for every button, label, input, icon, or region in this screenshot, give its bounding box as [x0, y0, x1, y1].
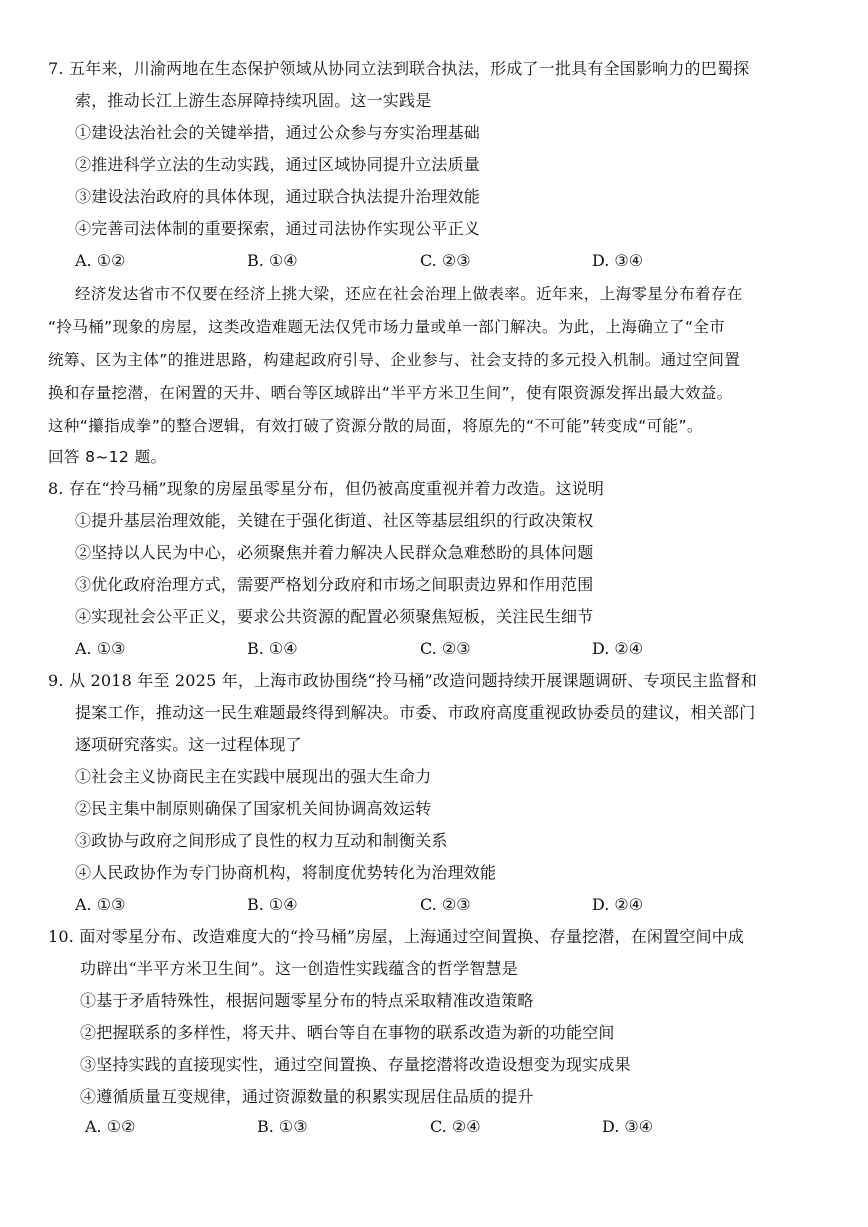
q9-choice-a: A. ①③ [75, 895, 126, 914]
material-line-6: 回答 8~12 题。 [48, 448, 167, 466]
q8-stem-line-1: 8. 存在“拎马桶”现象的房屋虽零星分布，但仍被高度重视并着力改造。这说明 [48, 479, 605, 498]
q8-choice-b: B. ①④ [247, 639, 298, 658]
q8-option-2: ②坚持以人民为中心，必须聚焦并着力解决人民群众急难愁盼的具体问题 [75, 543, 594, 562]
q10-option-3: ③坚持实践的直接现实性，通过空间置换、存量挖潜将改造设想变为现实成果 [80, 1055, 631, 1074]
q10-choice-c: C. ②④ [430, 1117, 481, 1136]
q7-choice-d: D. ③④ [592, 251, 644, 270]
q7-option-4: ④完善司法体制的重要探索，通过司法协作实现公平正义 [75, 219, 481, 238]
q10-option-1: ①基于矛盾特殊性，根据问题零星分布的特点采取精准改造策略 [80, 991, 534, 1010]
q9-stem-line-1: 9. 从 2018 年至 2025 年，上海市政协围绕“拎马桶”改造问题持续开展课题调研、专项民主监督和 [48, 671, 757, 690]
q10-option-4: ④遵循质量互变规律，通过资源数量的积累实现居住品质的提升 [80, 1087, 534, 1106]
material-line-2: “拎马桶”现象的房屋，这类改造难题无法仅凭市场力量或单一部门解决。为此，上海确立了“全市 [48, 318, 726, 336]
q10-stem-line-2: 功辟出“半平方米卫生间”。这一创造性实践蕴含的哲学智慧是 [80, 959, 518, 978]
q7-choice-b: B. ①④ [247, 251, 298, 270]
q7-choice-c: C. ②③ [420, 251, 471, 270]
q7-stem-line-2: 索，推动长江上游生态屏障持续巩固。这一实践是 [75, 91, 432, 110]
q7-stem-line-1: 7. 五年来，川渝两地在生态保护领域从协同立法到联合执法，形成了一批具有全国影响力的巴蜀探 [48, 59, 750, 78]
material-line-5: 这种“攥指成拳”的整合逻辑，有效打破了资源分散的局面，将原先的“不可能”转变成“可能”。 [48, 417, 703, 435]
q9-stem-line-3: 逐项研究落实。这一过程体现了 [75, 735, 302, 754]
q9-choice-b: B. ①④ [247, 895, 298, 914]
q8-choice-d: D. ②④ [592, 639, 644, 658]
q8-choice-a: A. ①③ [75, 639, 126, 658]
q7-choice-a: A. ①② [75, 251, 126, 270]
q7-option-1: ①建设法治社会的关键举措，通过公众参与夯实治理基础 [75, 123, 481, 142]
material-line-1: 经济发达省市不仅要在经济上挑大梁，还应在社会治理上做表率。近年来，上海零星分布着存在 [75, 285, 743, 303]
q7-option-2: ②推进科学立法的生动实践，通过区域协同提升立法质量 [75, 155, 481, 174]
q8-choice-c: C. ②③ [420, 639, 471, 658]
material-line-3: 统筹、区为主体”的推进思路，构建起政府引导、企业参与、社会支持的多元投入机制。通过空间置 [48, 351, 741, 369]
q8-option-4: ④实现社会公平正义，要求公共资源的配置必须聚焦短板，关注民生细节 [75, 607, 594, 626]
q9-stem-line-2: 提案工作，推动这一民生难题最终得到解决。市委、市政府高度重视政协委员的建议，相关部门 [75, 703, 756, 722]
q9-option-2: ②民主集中制原则确保了国家机关间协调高效运转 [75, 799, 432, 818]
q7-option-3: ③建设法治政府的具体体现，通过联合执法提升治理效能 [75, 187, 481, 206]
material-line-4: 换和存量挖潜，在闲置的天井、晒台等区域辟出“半平方米卫生间”，使有限资源发挥出最大效益。 [48, 384, 733, 402]
q10-choice-d: D. ③④ [602, 1117, 654, 1136]
q8-option-3: ③优化政府治理方式，需要严格划分政府和市场之间职责边界和作用范围 [75, 575, 594, 594]
q9-choices [75, 894, 835, 916]
q9-option-3: ③政协与政府之间形成了良性的权力互动和制衡关系 [75, 831, 448, 850]
q9-option-1: ①社会主义协商民主在实践中展现出的强大生命力 [75, 767, 432, 786]
q9-choice-c: C. ②③ [420, 895, 471, 914]
q7-choices [75, 250, 835, 272]
q10-choice-b: B. ①③ [257, 1117, 308, 1136]
q10-option-2: ②把握联系的多样性，将天井、晒台等自在事物的联系改造为新的功能空间 [80, 1023, 615, 1042]
q9-choice-d: D. ②④ [592, 895, 644, 914]
q10-choice-a: A. ①② [85, 1117, 136, 1136]
q8-choices [75, 638, 835, 660]
q10-choices [85, 1116, 845, 1138]
q10-stem-line-1: 10. 面对零星分布、改造难度大的“拎马桶”房屋，上海通过空间置换、存量挖潜，在闲置空间中成 [48, 927, 745, 946]
q8-option-1: ①提升基层治理效能，关键在于强化街道、社区等基层组织的行政决策权 [75, 511, 594, 530]
q9-option-4: ④人民政协作为专门协商机构，将制度优势转化为治理效能 [75, 863, 497, 882]
